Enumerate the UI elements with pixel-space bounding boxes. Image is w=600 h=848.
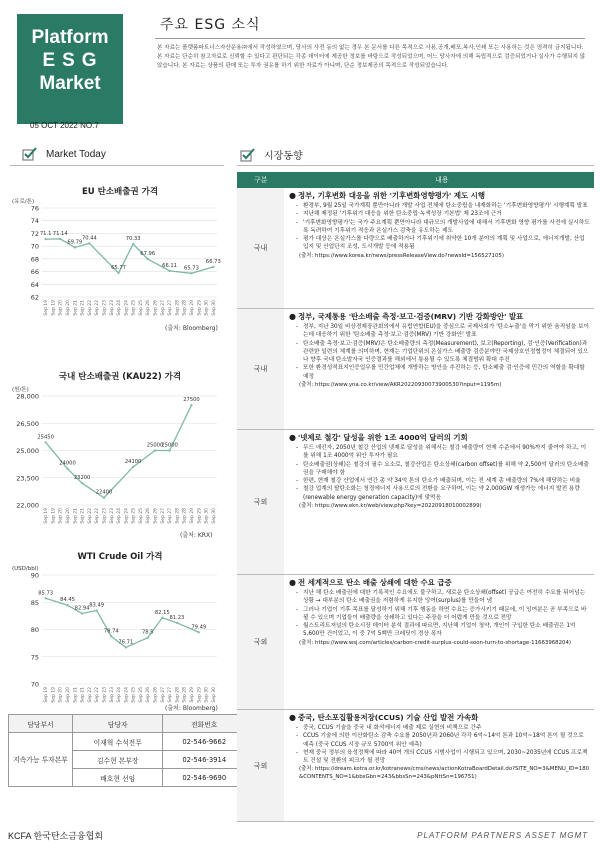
market-trend-title: 시장동향 [264, 151, 303, 162]
x-tick-label: Sep 25 [138, 300, 144, 316]
news-bullet: - 탄소배출 측정·보고·검증(MRV)은 탄소배출량의 측정(Measurement), 보고(Reporting), 검·인증(Verification)과 관련한 일련의 체계를 의미하며, 현재는 기업단위의 온실가스 배출량 검증분야만 국제상호인정협정이 체결되어 있으나 향후 국내 탄소발자국 인증결과를 해외에서 통용될 수 있도록 체결범위 확대 추진 [289, 340, 590, 365]
data-point [190, 404, 192, 406]
dept-cell: 지속가능 투자본부 [9, 733, 73, 787]
data-label: 81.23 [169, 614, 185, 621]
data-label: 67.96 [140, 251, 156, 258]
x-tick-label: Sep 25 [138, 508, 144, 524]
kau22-price-chart [10, 384, 225, 529]
market-row [237, 710, 594, 822]
bullet-dot-icon: ● [289, 713, 296, 722]
x-tick-label: Sep 26 [153, 687, 159, 703]
data-label: 84.45 [60, 597, 75, 604]
news-title: ● 정부, 국제통용 '탄소배출 측정·보고·검증(MRV) 기반 강화방안' 발표 [289, 312, 524, 321]
x-tick-label: Sep 25 [131, 508, 137, 524]
y-tick-label: 62 [30, 293, 39, 302]
data-label: 66.11 [162, 262, 178, 269]
row-category: 국외 [237, 575, 284, 709]
data-label: 24100 [124, 458, 142, 465]
row-content [289, 433, 590, 510]
y-tick-label: 75 [30, 653, 39, 662]
x-tick-label: Sep 28 [182, 300, 188, 316]
footer-platform-partners: PLATFORM PARTNERS ASSET MGMT [417, 831, 588, 840]
data-point [132, 466, 134, 468]
x-tick-label: Sep 27 [168, 508, 174, 524]
contact-name: 김수현 본부장 [73, 751, 163, 769]
y-tick-label: 80 [30, 626, 39, 634]
data-point [59, 238, 61, 240]
market-row [237, 575, 594, 710]
x-tick-label: Sep 21 [80, 687, 86, 703]
row-category: 국외 [237, 430, 284, 574]
x-tick-label: Sep 19 [51, 300, 57, 316]
x-tick-label: Sep 24 [117, 508, 123, 524]
contact-phone: 02-546-9690 [163, 769, 246, 787]
data-point [117, 272, 119, 274]
contacts-table [8, 714, 246, 787]
news-bullet: - 또한 환경성적표지인증업무를 민간업체에 개방하는 방안을 추진하는 등, 탄소배출 검·인증에 민간의 역할을 확대할 예정 [289, 364, 590, 381]
data-point [190, 272, 192, 274]
x-tick-label: Sep 19 [51, 687, 57, 703]
market-table-header [237, 172, 594, 188]
data-label: 78.74 [103, 628, 119, 635]
y-axis-label: (원/톤) [12, 387, 29, 393]
title-divider [155, 38, 585, 39]
chart-source-eu: (출처: Bloomberg) [165, 325, 218, 332]
chart-title-kau: 국내 탄소배출권 (KAU22) 가격 [58, 372, 182, 382]
x-tick-label: Sep 27 [168, 687, 174, 703]
bullet-dot-icon: ● [289, 433, 296, 442]
data-label: 23200 [73, 475, 91, 482]
x-tick-label: Sep 28 [182, 508, 188, 524]
data-point [88, 242, 90, 244]
x-tick-label: Sep 26 [153, 508, 159, 524]
news-bullet: - 무드 애킨자, 2050년 철강 산업의 넷제로 달성을 위해서는 철강 배출량이 현재 수준에서 90%까지 줄여야 하고, 이를 위해 1조 4000억 위안 투자가 필요 [289, 444, 590, 461]
y-tick-label: 70 [30, 680, 39, 689]
x-tick-label: Sep 19 [44, 508, 50, 524]
logo-line-2: ESG [42, 50, 104, 71]
y-tick-label: 70 [30, 242, 39, 251]
y-tick-label: 85 [30, 598, 39, 607]
news-bullet: - 정부, 지난 30일 비상경제장관회의에서 유럽연합(EU)을 중심으로 국제사회가 '탄소누출'을 막기 위한 움직임을 보이는데 대응하기 위한 '탄소배출 측정·보고·검증(MRV) 기반 강화안' 발표 [289, 323, 590, 340]
x-tick-label: Sep 28 [175, 508, 181, 524]
x-tick-label: Sep 20 [58, 300, 64, 316]
y-tick-label: 72 [30, 229, 39, 238]
table-row [9, 733, 246, 751]
news-bullet: - 지난해 제정된 '기후위기 대응을 위한 탄소중립·녹색성장 기본법' 제 23조에 근거 [289, 210, 590, 218]
x-tick-label: Sep 23 [102, 687, 108, 703]
data-label: 70.44 [81, 235, 97, 242]
data-point [154, 449, 156, 451]
market-today-title: Market Today [46, 148, 106, 160]
x-tick-label: Sep 22 [87, 508, 93, 524]
x-tick-label: Sep 29 [189, 687, 195, 703]
news-bullet: - 철강 업계의 탈탄소화는 청정에너지 사용으로의 전환을 요구하며, 이는 약 2,000GW 재생가능 에너지 발전 용량(renewable energy generation capacity)에 맞먹음 [289, 485, 590, 502]
market-row [237, 188, 594, 309]
news-source-link[interactable]: (출처: https://www.yna.co.kr/view/AKR20220930073900530?input=1195m) [299, 382, 502, 389]
chart-title-wti: WTI Crude Oil 가격 [77, 552, 163, 562]
news-bullet: - 중국, CCUS 기술을 중국 내 화석에너지 배출 제로 실현의 비책으로 간주 [289, 724, 590, 732]
data-point [125, 646, 127, 648]
x-tick-label: Sep 20 [58, 687, 64, 703]
x-tick-label: Sep 30 [204, 508, 210, 524]
x-tick-label: Sep 29 [197, 687, 203, 703]
y-tick-label: 23,500 [16, 474, 39, 483]
x-tick-label: Sep 29 [189, 508, 195, 524]
x-tick-label: Sep 29 [197, 300, 203, 316]
y-tick-label: 28,000 [16, 392, 39, 401]
x-tick-label: Sep 26 [146, 508, 152, 524]
news-bullet: - 현재 중국 정부의 육성정책에 따라 40여 개의 CCUS 시범사업이 시행되고 있으며, 2030~2035년에 CCUS 프로젝트 건설 및 전환의 피크가 될 전망 [289, 749, 590, 766]
x-tick-label: Sep 28 [175, 687, 181, 703]
y-tick-label: 76 [30, 204, 39, 213]
bullet-dot-icon: ● [289, 312, 296, 321]
issue-date: 05 OCT 2022 NO.7 [30, 121, 99, 130]
data-label: 85.73 [38, 590, 54, 597]
page-title: 주요 ESG 소식 [160, 17, 261, 33]
x-tick-label: Sep 30 [204, 687, 210, 703]
x-tick-label: Sep 26 [153, 300, 159, 316]
row-content [289, 191, 590, 260]
logo-line-1: Platform [31, 27, 109, 48]
col-header-phone: 전화번호 [163, 715, 246, 733]
y-tick-label: 64 [30, 280, 39, 289]
data-point [161, 617, 163, 619]
x-tick-label: Sep 27 [160, 508, 166, 524]
y-tick-label: 90 [30, 571, 39, 580]
data-point [45, 597, 47, 599]
x-tick-label: Sep 22 [95, 300, 101, 316]
disclaimer-text: 본 자료는 플랫폼파트너스자산운용㈜에서 작성하였으며, 당사의 사전 동의 없는 경우 본 문서를 다른 목적으로 사용,공개,배포,복사,인쇄 또는 사용하는 것은 엄격히 금지됩니다. 본 자료는 단순히 참고자료로 신뢰할 수 있다고 판단되는 각종 데이터에 제공한 정보를 바탕으로 작성되었으며, 어느 당사자에 의해 독립적으로 검증되었거나 실사가 수행되지 않았습니다. 본 자료는 상품의 판매 또는 투자 권유를 하기 위한 자료가 아니며, 단순 정보제공의 목적으로 작성되었습니다. [157, 45, 586, 69]
data-point [198, 631, 200, 633]
row-category: 국외 [237, 710, 284, 821]
news-bullet: - CCUS 기술에 의한 이산화탄소 감축 수요를 2050년과 2060년 각각 6억~14억 톤과 10억~18억 톤이 될 것으로 예측 (중국 CCUS 시장 규모 5700억 위안 예측) [289, 732, 590, 749]
news-bullet: - 탄소배출권(상쇄)은 철강의 필수 요소로, 철강산업은 탄소상쇄(carbon offset)를 위해 약 2,500억 달러의 탄소배출권을 구매해야 함 [289, 461, 590, 478]
x-tick-label: Sep 22 [87, 300, 93, 316]
x-tick-label: Sep 29 [197, 508, 203, 524]
x-tick-label: Sep 25 [138, 687, 144, 703]
news-title: ● 중국, 탄소포집활용저장(CCUS) 기술 산업 발전 가속화 [289, 713, 479, 722]
data-label: 83.49 [89, 602, 105, 609]
x-tick-label: Sep 22 [87, 687, 93, 703]
data-label: 70.33 [125, 236, 141, 243]
x-tick-label: Sep 20 [66, 300, 72, 316]
news-source-link[interactable]: (출처: https://www.ekn.kr/web/view.php?key=20220918010002899) [299, 503, 482, 510]
data-point [169, 449, 171, 451]
news-bullet: - 한편, 현재 철강 산업에서 연간 총 약 34억 톤의 탄소가 배출되며, 이는 전 세계 총 배출량의 7%에 해당하는 비율 [289, 477, 590, 485]
data-point [147, 637, 149, 639]
contacts-header-row [9, 715, 246, 733]
y-tick-label: 74 [30, 217, 39, 226]
data-point [81, 612, 83, 614]
data-point [110, 635, 112, 637]
x-tick-label: Sep 27 [160, 687, 166, 703]
x-tick-label: Sep 29 [189, 300, 195, 316]
row-category: 국내 [237, 188, 284, 308]
x-tick-label: Sep 23 [109, 687, 115, 703]
data-label: 22400 [95, 489, 113, 496]
data-label: 25450 [37, 434, 54, 441]
news-bullet: - 평가 대상은 온실가스를 다량으로 배출하거나 기후위기에 취약한 10개 분야의 계획 및 사업으로, 에너지개발, 산업입지 및 산업단지 조성, 도시개발 등에 적용됨 [289, 235, 590, 252]
x-tick-label: Sep 25 [131, 300, 137, 316]
news-title: ● 전 세계적으로 탄소 배출 상쇄에 대한 수요 급증 [289, 578, 452, 587]
data-point [45, 441, 47, 443]
data-label: 25000 [161, 442, 178, 449]
x-tick-label: Sep 20 [58, 508, 64, 524]
x-tick-label: Sep 21 [73, 687, 79, 703]
data-label: 82.94 [74, 605, 90, 612]
data-label: 71.1 [39, 231, 52, 238]
chart-source-wti: (출처: Bloomberg) [165, 705, 218, 712]
news-title: ● '넷제로 철강' 달성을 위한 1조 4000억 달러의 기회 [289, 433, 468, 442]
data-label: 76.71 [118, 639, 134, 646]
x-tick-label: Sep 30 [211, 508, 217, 524]
x-tick-label: Sep 21 [73, 300, 79, 316]
data-label: 69.79 [67, 239, 83, 246]
news-source-link[interactable]: (출처: https://www.korea.kr/news/pressReleaseView.do?newsId=156527105) [299, 252, 504, 259]
x-tick-label: Sep 23 [109, 300, 115, 316]
x-tick-label: Sep 27 [168, 300, 174, 316]
x-tick-label: Sep 21 [73, 508, 79, 524]
data-point [45, 238, 47, 240]
x-tick-label: Sep 28 [182, 687, 188, 703]
data-label: 78.5 [141, 629, 154, 636]
data-point [96, 609, 98, 611]
x-tick-label: Sep 22 [95, 687, 101, 703]
market-trend-header [240, 147, 303, 162]
right-section-divider [237, 165, 594, 166]
x-tick-label: Sep 28 [175, 300, 181, 316]
y-tick-label: 22,000 [16, 501, 39, 510]
chart-title-eu: EU 탄소배출권 가격 [81, 187, 159, 197]
data-point [103, 497, 105, 499]
news-source-link[interactable]: (출처: https://www.wsj.com/articles/carbon-credit-surplus-could-soon-turn-to-shortage-11663968204) [299, 639, 572, 646]
data-label: 65.73 [184, 265, 199, 272]
contact-phone: 02-546-9662 [163, 733, 246, 751]
wti-oil-price-chart [10, 563, 225, 708]
x-tick-label: Sep 24 [117, 687, 123, 703]
x-tick-label: Sep 19 [44, 687, 50, 703]
market-row [237, 309, 594, 430]
row-content [289, 713, 590, 781]
eu-carbon-price-chart [10, 196, 225, 321]
market-today-header [22, 147, 106, 161]
news-title: ● 정부, 기후변화 대응을 위한 '기후변화영향평가' 제도 시행 [289, 191, 485, 200]
data-point [176, 622, 178, 624]
x-tick-label: Sep 19 [44, 300, 50, 316]
footer-kcfa: KCFA 한국탄소금융협회 [8, 831, 104, 841]
col-header-content: 내용 [435, 176, 449, 184]
logo-line-3: Market [39, 73, 101, 94]
x-tick-label: Sep 23 [102, 508, 108, 524]
left-section-divider [10, 165, 224, 166]
news-bullet: - 환경부, 9월 25일 국가계획 뿐만아니라 개발 사업 전체에 탄소중립을 내재화하는 '기후변화영향평가' 시행계획 발표 [289, 202, 590, 210]
data-label: 66.73 [205, 258, 221, 265]
data-label: 71.14 [52, 230, 68, 237]
data-point [132, 243, 134, 245]
col-header-dept: 담당부서 [9, 715, 73, 733]
x-tick-label: Sep 27 [160, 300, 166, 316]
data-point [147, 258, 149, 260]
news-source-link[interactable]: (출처: https://dream.kotra.or.kr/kotranews/cms/news/actionKotraBoardDetail.do?SITE_NO=3&MENU_ID=180&CONTENTS_NO=1&bbsGbn=243&bbsSn=243&pNttSn=196751) [299, 766, 590, 781]
news-bullet: - 월스트리트저널의 탄소시장 데이터 분석 결과에 따르면, 지난해 기업이 청약, 개인이 구입한 탄소 배출권은 1억 5,600만 건이었고, 이 중 7억 5백만 크레딧이 경상 폭자 [289, 622, 590, 639]
x-tick-label: Sep 21 [80, 300, 86, 316]
contact-phone: 02-546-3914 [163, 751, 246, 769]
x-tick-label: Sep 23 [102, 300, 108, 316]
x-tick-label: Sep 19 [51, 508, 57, 524]
chart-source-krx: (출처: KRX) [180, 532, 213, 539]
data-point [66, 468, 68, 470]
contact-name: 이재혁 수석전무 [73, 733, 163, 751]
data-point [66, 604, 68, 606]
x-tick-label: Sep 30 [211, 300, 217, 316]
x-tick-label: Sep 26 [146, 300, 152, 316]
data-label: 25000 [146, 442, 164, 449]
y-tick-label: 66 [30, 268, 39, 277]
data-point [81, 482, 83, 484]
x-tick-label: Sep 30 [211, 687, 217, 703]
row-category: 국내 [237, 309, 284, 429]
data-point [74, 246, 76, 248]
x-tick-label: Sep 24 [124, 300, 130, 316]
x-tick-label: Sep 20 [66, 508, 72, 524]
market-row [237, 430, 594, 575]
x-tick-label: Sep 30 [204, 300, 210, 316]
y-axis-label: (유로/톤) [12, 199, 35, 205]
platform-esg-market-logo [17, 14, 123, 124]
checkbox-check-icon [240, 148, 256, 162]
x-tick-label: Sep 24 [117, 300, 123, 316]
data-point [212, 266, 214, 268]
y-tick-label: 25,000 [16, 447, 39, 455]
bullet-dot-icon: ● [289, 191, 296, 200]
x-tick-label: Sep 24 [124, 687, 130, 703]
data-label: 79.49 [191, 624, 207, 631]
data-point [169, 270, 171, 272]
data-label: 24000 [59, 460, 76, 467]
checkbox-check-icon [22, 147, 38, 161]
data-label: 65.77 [111, 265, 126, 272]
news-bullet: - 지난 해 탄소 배출권에 대한 기록적인 수요에도 불구하고, 새로운 탄소상쇄(offset) 공급은 여전히 수요를 뒤어넘는 상황 → 대부분의 탄소 배출권을 저렴하게 유지한 잉여(surplus)를 만들어 냄 [289, 589, 590, 606]
x-tick-label: Sep 24 [124, 508, 130, 524]
row-content [289, 312, 590, 389]
col-header-category: 구분 [254, 176, 268, 184]
x-tick-label: Sep 22 [95, 508, 101, 524]
y-axis-label: (USD/bbl) [12, 566, 39, 572]
y-tick-label: 68 [30, 255, 39, 264]
x-tick-label: Sep 25 [131, 687, 137, 703]
news-bullet: - 그러나 기업이 기후 목표를 달성하기 위해 기후 행동을 하면 수요는 증가시키기 때문에, 이 잉여분은 곧 부족으로 바뀔 수 있으며 기업들이 배출량을 상쇄하고 있다는 주장을 더 어렵게 만들 것으로 전망 [289, 606, 590, 623]
data-label: 27500 [183, 397, 200, 404]
data-label: 82.15 [154, 609, 170, 616]
x-tick-label: Sep 20 [66, 687, 72, 703]
row-content [289, 578, 590, 647]
col-header-person: 담당자 [73, 715, 163, 733]
x-tick-label: Sep 23 [109, 508, 115, 524]
bullet-dot-icon: ● [289, 578, 296, 587]
news-bullet: - '기후변화영향평가'는 국가 주요계획 뿐만아니라 대규모의 개발사업에 대해서 기후변화 영향 평가를 사전에 실시하도록 독려하여 기후위기 적응과 온실가스 감축을 유도하는 제도 [289, 219, 590, 236]
x-tick-label: Sep 21 [80, 508, 86, 524]
x-tick-label: Sep 26 [146, 687, 152, 703]
y-tick-label: 26,500 [16, 419, 39, 428]
contact-name: 배호현 선임 [73, 769, 163, 787]
